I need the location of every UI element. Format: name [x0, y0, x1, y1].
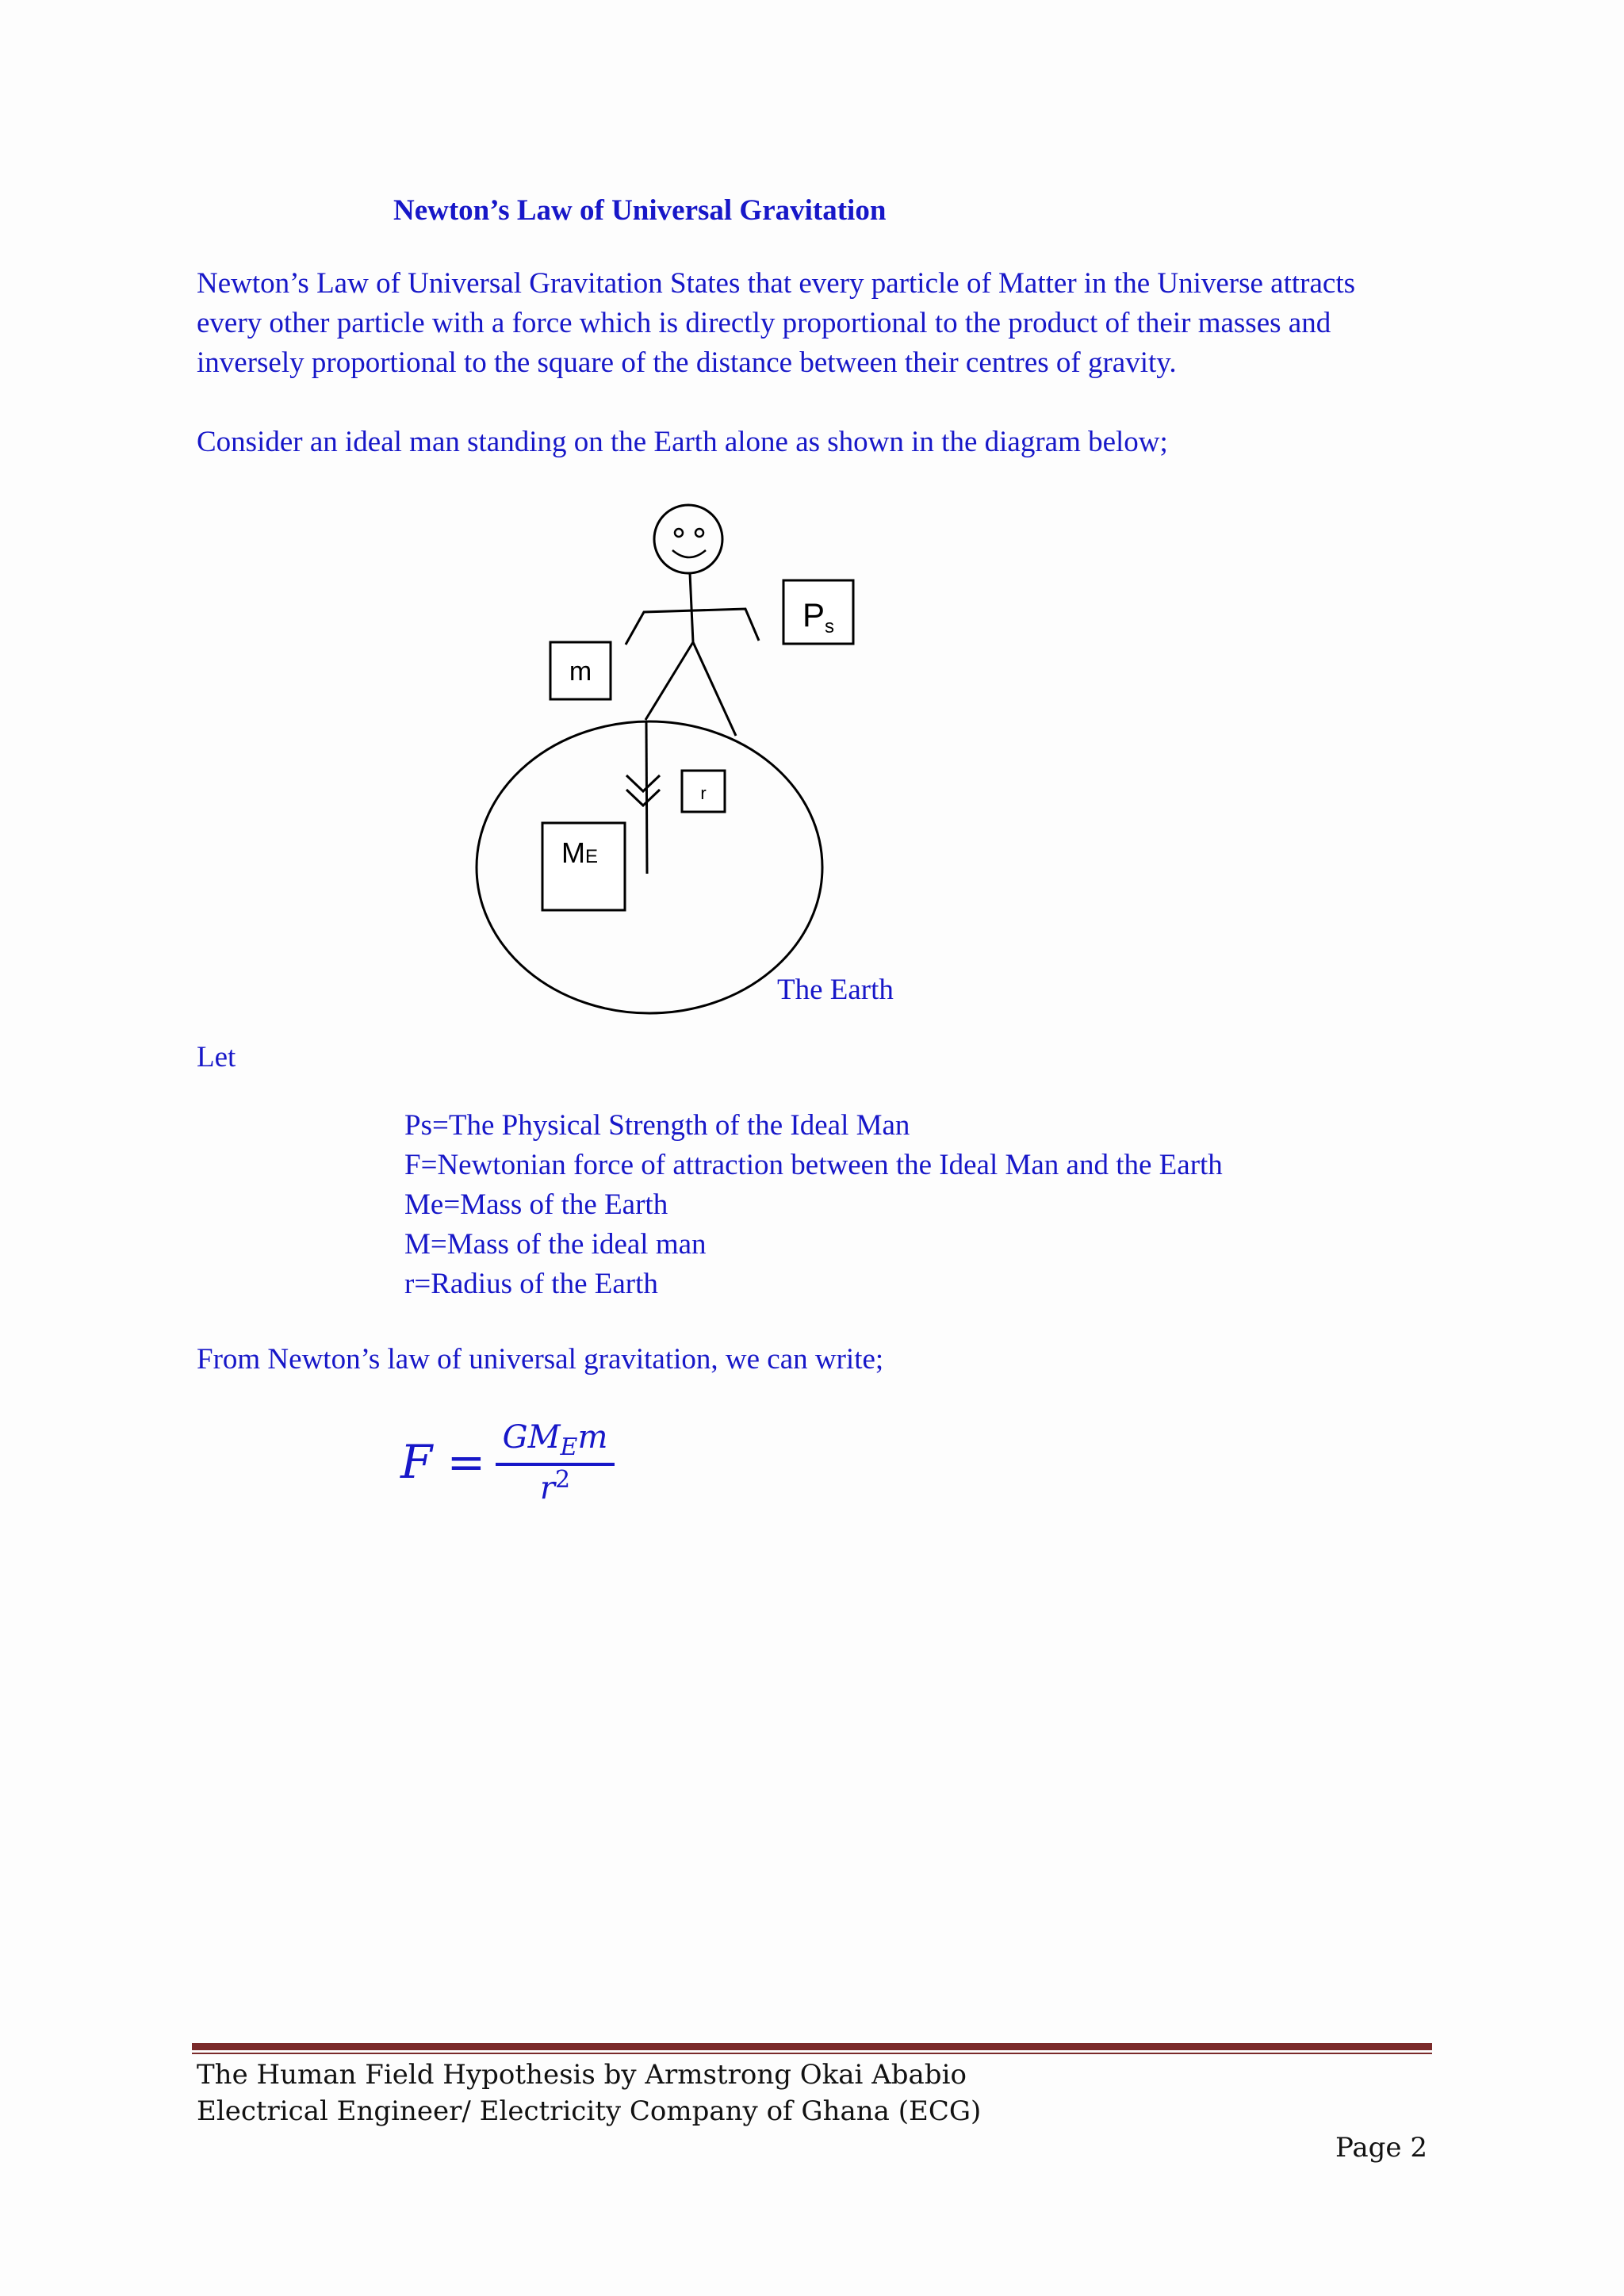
- page-title: Newton’s Law of Universal Gravitation: [393, 194, 887, 227]
- formula-numerator: $GM_Em$: [496, 1419, 615, 1466]
- formula-denominator: $r^2$: [539, 1466, 571, 1507]
- strength-label: Ps: [802, 596, 835, 637]
- smile: [672, 550, 706, 557]
- page-number: Page 2: [1335, 2132, 1427, 2164]
- radius-line: [646, 721, 647, 874]
- consider-paragraph: Consider an ideal man standing on the Earth alone as shown in the diagram below;: [197, 426, 1168, 458]
- mass-label: m: [569, 656, 592, 687]
- footer-author-affiliation: Electrical Engineer/ Electricity Company of Ghana (ECG): [197, 2095, 982, 2127]
- definition-item: Ps=The Physical Strength of the Ideal Man: [404, 1109, 910, 1142]
- stick-figure-head: [654, 505, 722, 573]
- stick-figure-right-leg: [693, 642, 736, 736]
- radius-label: r: [700, 783, 707, 803]
- arrow-head: [626, 775, 660, 791]
- intro-line: every other particle with a force which is directly proportional to the product of their masses and: [197, 307, 1331, 339]
- formula-fraction: [496, 1419, 615, 1506]
- from-newton-text: From Newton’s law of universal gravitation, we can write;: [197, 1343, 884, 1376]
- definitions-list: [404, 1106, 1223, 1304]
- left-eye: [675, 529, 683, 537]
- gravity-diagram: [460, 492, 894, 1031]
- intro-line: Newton’s Law of Universal Gravitation States that every particle of Matter in the Universe attracts: [197, 267, 1356, 300]
- intro-line: inversely proportional to the square of the distance between their centres of gravity.: [197, 346, 1177, 379]
- stick-figure-left-leg: [645, 642, 693, 720]
- definition-item: Me=Mass of the Earth: [404, 1188, 668, 1221]
- intro-paragraph: [197, 264, 1355, 383]
- let-label: Let: [197, 1041, 236, 1073]
- footer-divider: [192, 2043, 1432, 2050]
- formula-lhs: F =: [400, 1435, 486, 1489]
- stick-figure-torso: [690, 573, 693, 642]
- earth-caption: The Earth: [777, 974, 894, 1006]
- right-eye: [695, 529, 703, 537]
- footer-divider-thin: [192, 2053, 1432, 2054]
- definition-item: M=Mass of the ideal man: [404, 1228, 707, 1261]
- earth-circle: [477, 721, 822, 1013]
- earth-mass-label: ME: [561, 836, 599, 869]
- footer-title: The Human Field Hypothesis by Armstrong Okai Ababio: [197, 2059, 967, 2091]
- definition-item: F=Newtonian force of attraction between the Ideal Man and the Earth: [404, 1149, 1223, 1181]
- definition-item: r=Radius of the Earth: [404, 1268, 658, 1300]
